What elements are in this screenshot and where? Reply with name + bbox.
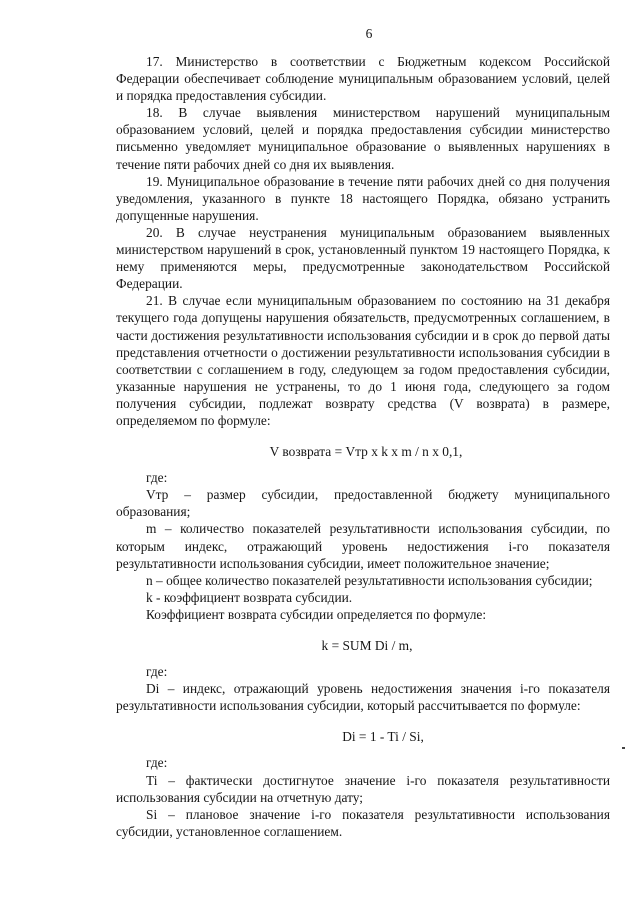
definition-di: Di – индекс, отражающий уровень недостижения значения i-го показателя результативности использования субсидии, который рассчитывается по формуле: xyxy=(116,681,610,714)
k-formula-intro: Коэффициент возврата субсидии определяется по формуле: xyxy=(146,606,487,622)
definition-k: k - коэффициент возврата субсидии. xyxy=(146,589,353,605)
formula-v-return: V возврата = Vтр x k x m / n x 0,1, xyxy=(269,444,463,460)
definition-si: Si – плановое значение i-го показателя результативности использования субсидии, установленное соглашением. xyxy=(116,806,610,839)
definition-n: n – общее количество показателей результативности использования субсидии; xyxy=(146,572,593,588)
paragraph-21: 21. В случае если муниципальным образованием по состоянию на 31 декабря текущего года допущены нарушения обязательств, предусмотренных соглашением, в части достижения результативности использования субсидии и в срок до первой даты представления отчетности о достижении результативности использования субсидии в соответствии с соглашением в году, следующем за годом предоставления субсидии, указанные нарушения не устранены, то до 1 июня года, следующего за годом получения субсидии, подлежат возврату средства (V возврата) в размере, определяемом по формуле: xyxy=(116,293,610,428)
definition-vtr: Vтр – размер субсидии, предоставленной бюджету муниципального образования; xyxy=(116,487,610,520)
document-body xyxy=(116,53,610,840)
paragraph-18: 18. В случае выявления министерством нарушений муниципальным образованием условий, целей и порядка предоставления субсидии министерство письменно уведомляет муниципальное образование о выявленных нарушениях в течение пяти рабочих дней со дня их выявления. xyxy=(116,105,610,172)
where-label-2: где: xyxy=(146,664,168,680)
scan-speck xyxy=(622,747,625,749)
paragraph-17: 17. Министерство в соответствии с Бюджетным кодексом Российской Федерации обеспечивает соблюдение муниципальным образованием условий, целей и порядка предоставления субсидии. xyxy=(116,54,610,104)
definition-m: m – количество показателей результативности использования субсидии, по которым индекс, отражающий уровень недостижения i-го показателя результативности использования субсидии, имеет положительное значение; xyxy=(116,521,610,571)
where-label-1: где: xyxy=(146,470,168,486)
formula-di: Di = 1 - Ti / Si, xyxy=(342,729,424,745)
paragraph-19: 19. Муниципальное образование в течение пяти рабочих дней со дня получения уведомления, указанного в пункте 18 настоящего Порядка, обязано устранить допущенные нарушения. xyxy=(116,173,610,223)
page-number: 6 xyxy=(365,26,373,41)
where-label-3: где: xyxy=(146,755,168,771)
definition-ti: Ti – фактически достигнутое значение i-го показателя результативности использования субсидии на отчетную дату; xyxy=(116,772,610,805)
paragraph-20: 20. В случае неустранения муниципальным образованием выявленных министерством нарушений в срок, установленный пунктом 19 настоящего Порядка, к нему применяются меры, предусмотренные законодательством Российской Федерации. xyxy=(116,224,610,292)
formula-k: k = SUM Di / m, xyxy=(321,638,413,653)
